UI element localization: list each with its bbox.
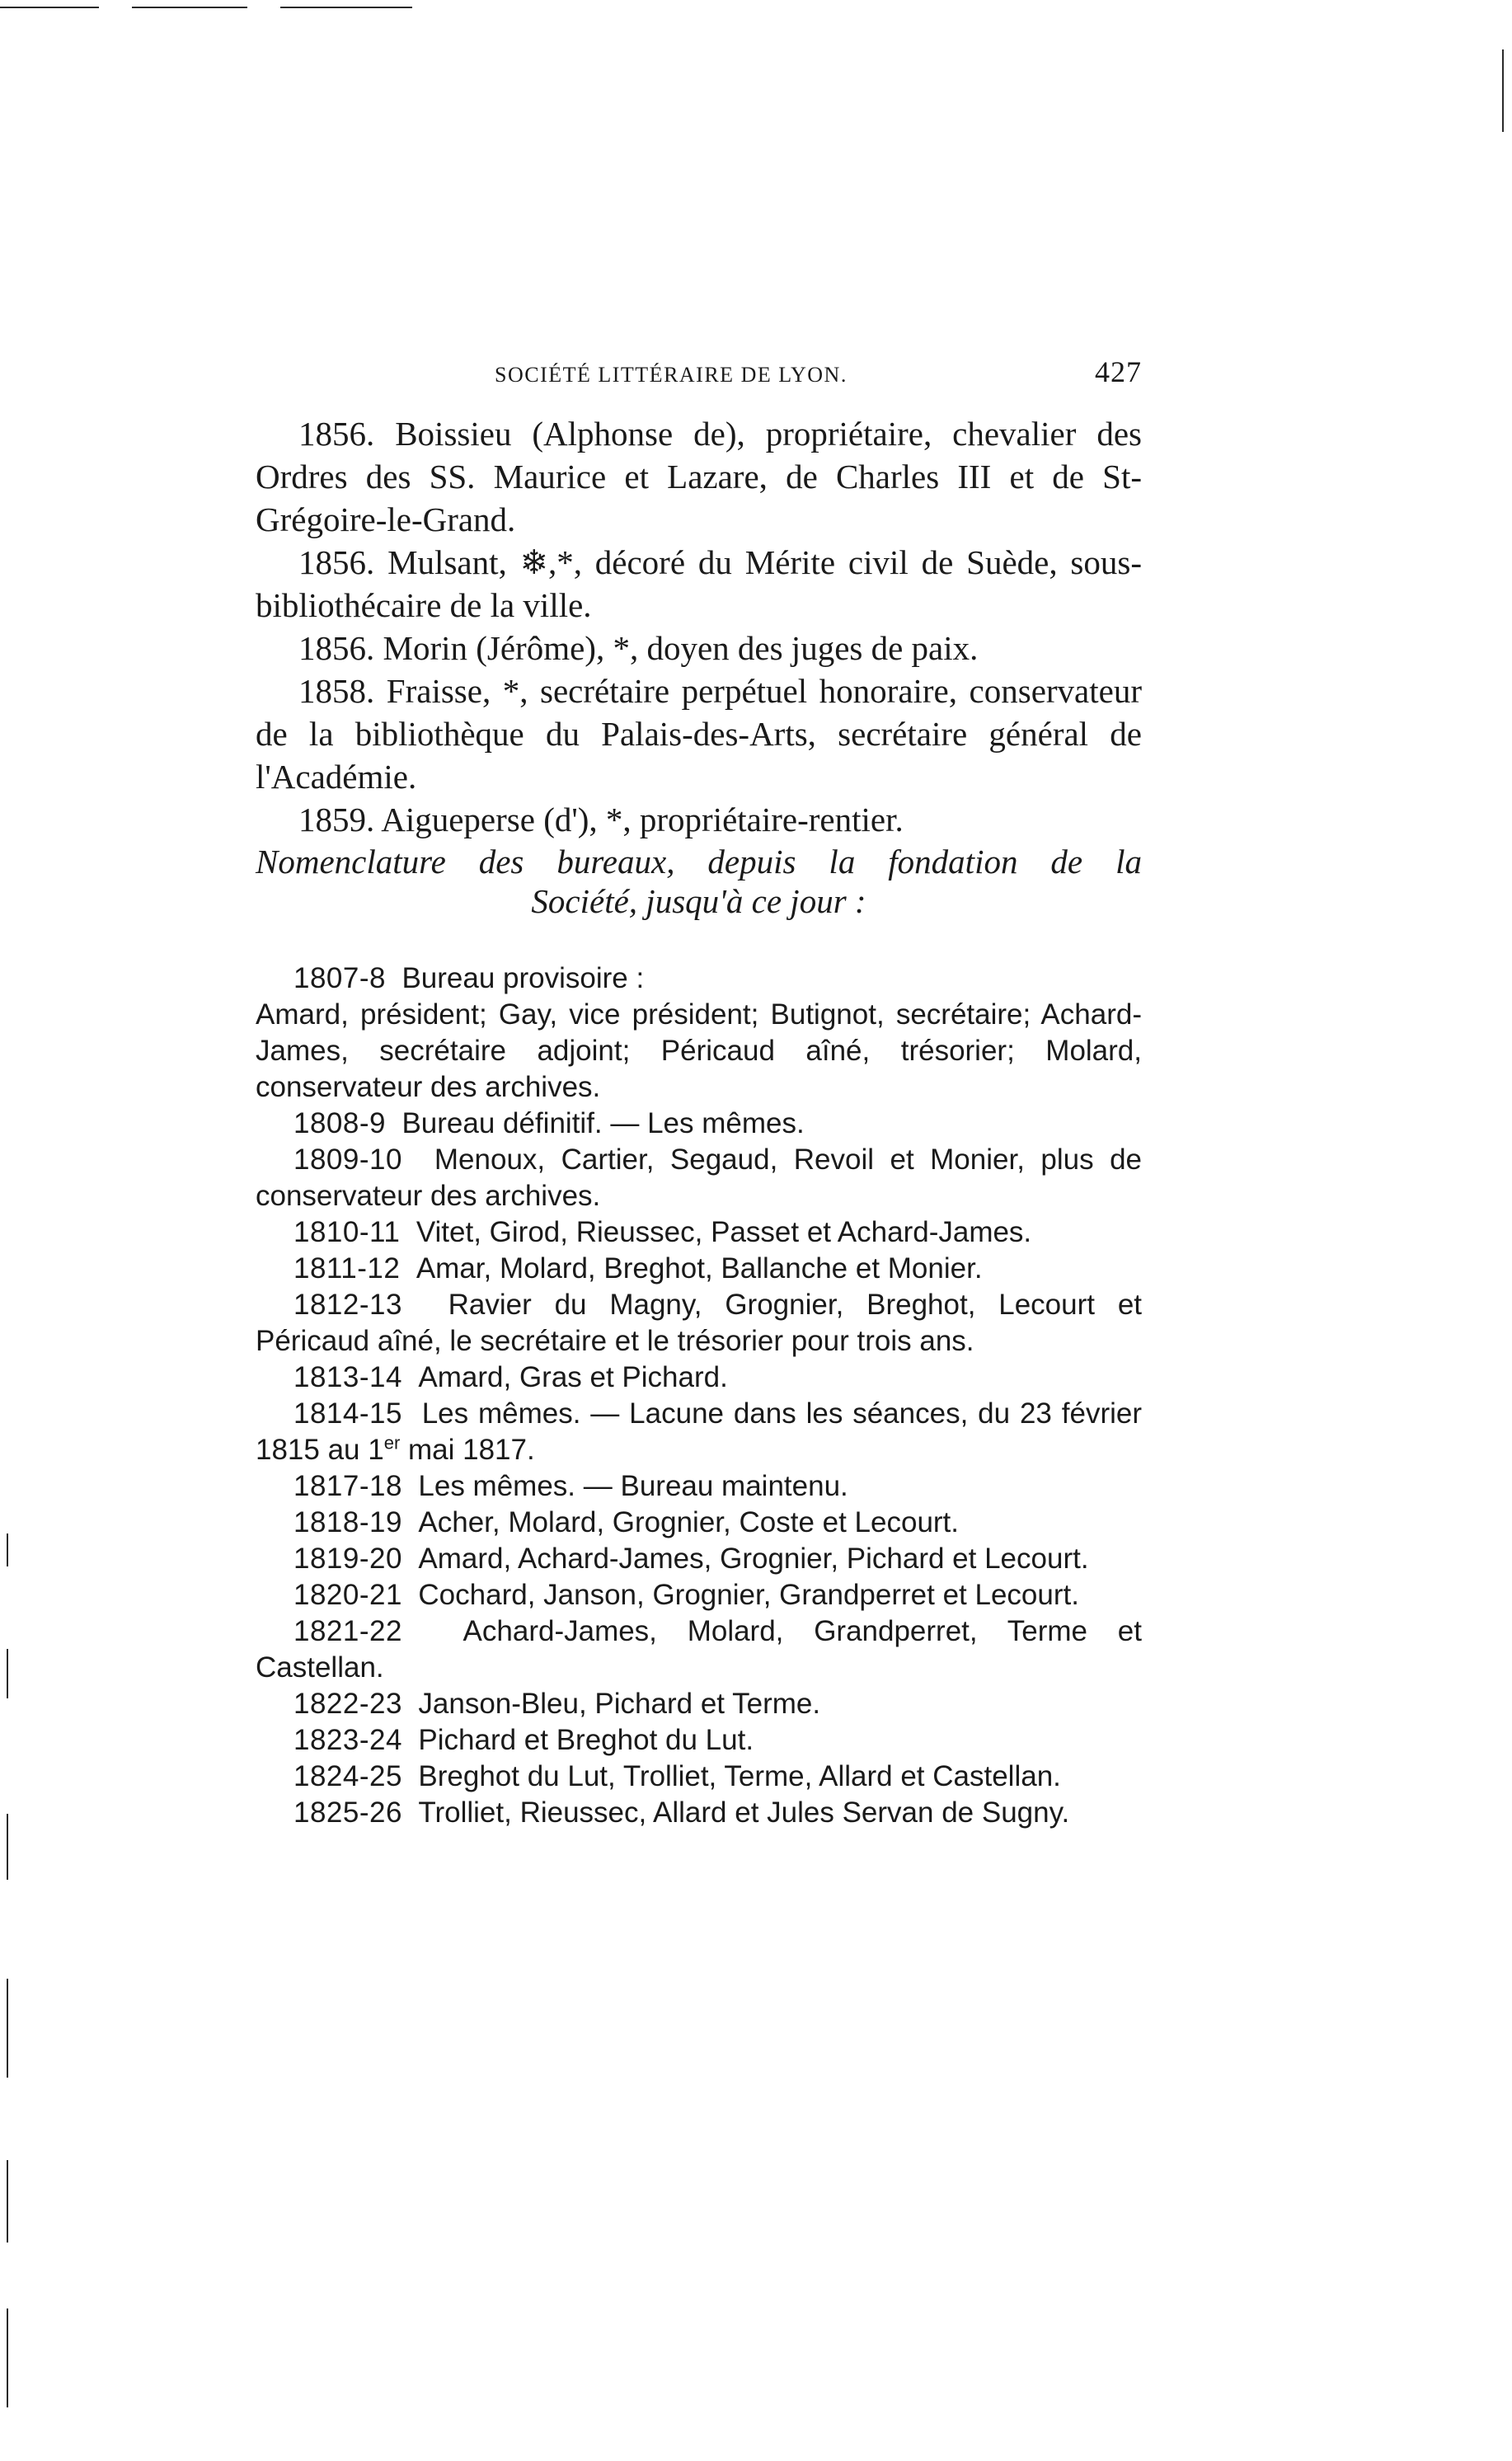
bureau-members: Breghot du Lut, Trolliet, Terme, Allard et Castellan. bbox=[418, 1760, 1061, 1792]
scan-edge-rule-top bbox=[132, 7, 247, 8]
bureau-entry bbox=[256, 1686, 1142, 1722]
bureau-years: 1813-14 bbox=[293, 1361, 402, 1393]
bureau-list bbox=[256, 960, 1142, 1831]
page-number: 427 bbox=[1095, 355, 1142, 388]
scan-edge-rule-left bbox=[7, 2160, 8, 2243]
bureau-entry bbox=[256, 1759, 1142, 1795]
bureau-years: 1812-13 bbox=[293, 1289, 402, 1321]
bureau-members: Vitet, Girod, Rieussec, Passet et Achard-James. bbox=[416, 1216, 1032, 1248]
bureau-members: Amard, président; Gay, vice président; Butignot, secrétaire; Achard-James, secrétaire adjoint; Péricaud aîné, trésorier; Molard, conservateur des archives. bbox=[256, 998, 1142, 1103]
bureau-members: Menoux, Cartier, Segaud, Revoil et Monier, plus de conservateur des archives. bbox=[256, 1144, 1142, 1212]
bureau-entry bbox=[256, 997, 1142, 1106]
bureau-members: Les mêmes. — Bureau maintenu. bbox=[418, 1470, 848, 1502]
bureau-members: Janson-Bleu, Pichard et Terme. bbox=[418, 1688, 821, 1720]
bureau-years: 1807-8 bbox=[293, 962, 386, 994]
bureau-members: Pichard et Breghot du Lut. bbox=[418, 1724, 754, 1756]
bureau-years: 1825-26 bbox=[293, 1796, 402, 1829]
bureau-members: Bureau provisoire : bbox=[401, 962, 645, 994]
member-list bbox=[256, 412, 1142, 841]
running-title: SOCIÉTÉ LITTÉRAIRE DE LYON. bbox=[495, 363, 848, 387]
scan-edge-rule-right bbox=[1502, 49, 1504, 132]
section-heading-line-2: Société, jusqu'à ce jour : bbox=[531, 882, 866, 920]
bureau-entry bbox=[256, 1722, 1142, 1759]
bureau-years: 1824-25 bbox=[293, 1760, 402, 1792]
bureau-members: Amard, Achard-James, Grognier, Pichard et Lecourt. bbox=[418, 1543, 1089, 1575]
bureau-members: Amard, Gras et Pichard. bbox=[418, 1361, 728, 1393]
member-entry: 1856. Boissieu (Alphonse de), propriétaire, chevalier des Ordres des SS. Maurice et Lazare, de Charles III et de St-Grégoire-le-Grand. bbox=[256, 415, 1142, 538]
scan-edge-rule-left bbox=[7, 1814, 8, 1880]
bureau-years: 1814-15 bbox=[293, 1397, 402, 1430]
section-heading bbox=[256, 842, 1142, 921]
scan-edge-rule-left bbox=[7, 1979, 8, 2078]
bureau-entry bbox=[256, 1396, 1142, 1468]
bureau-members: Acher, Molard, Grognier, Coste et Lecourt. bbox=[418, 1506, 960, 1538]
bureau-members: Trolliet, Rieussec, Allard et Jules Servan de Sugny. bbox=[418, 1796, 1070, 1829]
bureau-entry bbox=[256, 1577, 1142, 1613]
bureau-entry bbox=[256, 1795, 1142, 1831]
bureau-entry bbox=[256, 1541, 1142, 1577]
bureau-years: 1817-18 bbox=[293, 1470, 402, 1502]
bureau-members-tail: mai 1817. bbox=[400, 1434, 535, 1466]
bureau-members: Bureau définitif. — Les mêmes. bbox=[401, 1107, 805, 1139]
bureau-entry bbox=[256, 1613, 1142, 1686]
bureau-years: 1823-24 bbox=[293, 1724, 402, 1756]
member-entry: 1859. Aigueperse (d'), *, propriétaire-rentier. bbox=[298, 801, 904, 838]
bureau-members: Achard-James, Molard, Grandperret, Terme et Castellan. bbox=[256, 1615, 1143, 1684]
bureau-years: 1822-23 bbox=[293, 1688, 402, 1720]
bureau-years: 1821-22 bbox=[293, 1615, 402, 1647]
bureau-years: 1809-10 bbox=[293, 1144, 402, 1176]
bureau-years: 1819-20 bbox=[293, 1543, 402, 1575]
scan-edge-rule-top bbox=[0, 7, 99, 8]
bureau-years: 1808-9 bbox=[293, 1107, 386, 1139]
member-entry: 1856. Mulsant, ❄,*, décoré du Mérite civil de Suède, sous-bibliothécaire de la ville. bbox=[256, 543, 1142, 624]
bureau-entry bbox=[256, 1142, 1142, 1214]
bureau-members: Amar, Molard, Breghot, Ballanche et Monier. bbox=[416, 1252, 983, 1285]
bureau-members: Cochard, Janson, Grognier, Grandperret et Lecourt. bbox=[418, 1579, 1079, 1611]
bureau-entry bbox=[256, 1214, 1142, 1251]
scan-edge-rule-left bbox=[7, 2308, 8, 2407]
bureau-entry bbox=[256, 1251, 1142, 1287]
bureau-years: 1810-11 bbox=[293, 1216, 401, 1248]
scan-edge-rule-left bbox=[7, 1649, 8, 1698]
bureau-entry bbox=[256, 1287, 1142, 1360]
bureau-years: 1818-19 bbox=[293, 1506, 402, 1538]
member-entry: 1858. Fraisse, *, secrétaire perpétuel honoraire, conservateur de la bibliothèque du Palais-des-Arts, secrétaire général de l'Académie. bbox=[256, 672, 1142, 796]
bureau-entry bbox=[256, 1106, 1142, 1142]
bureau-entry bbox=[256, 1360, 1142, 1396]
superscript: er bbox=[383, 1432, 401, 1454]
bureau-years: 1811-12 bbox=[293, 1252, 401, 1285]
scan-edge-rule-left bbox=[7, 1533, 8, 1566]
bureau-entry bbox=[256, 960, 1142, 997]
scan-edge-rule-top bbox=[280, 7, 412, 8]
bureau-entry bbox=[256, 1468, 1142, 1505]
member-entry: 1856. Morin (Jérôme), *, doyen des juges de paix. bbox=[298, 629, 979, 667]
bureau-entry bbox=[256, 1505, 1142, 1541]
bureau-years: 1820-21 bbox=[293, 1579, 402, 1611]
section-heading-line-1: Nomenclature des bureaux, depuis la fondation de la bbox=[256, 843, 1142, 881]
bureau-members: Ravier du Magny, Grognier, Breghot, Lecourt et Péricaud aîné, le secrétaire et le trésorier pour trois ans. bbox=[256, 1289, 1143, 1357]
page-header bbox=[247, 350, 1142, 396]
bureau-members: Les mêmes. — Lacune dans les séances, du 23 février 1815 au 1 bbox=[256, 1397, 1142, 1466]
